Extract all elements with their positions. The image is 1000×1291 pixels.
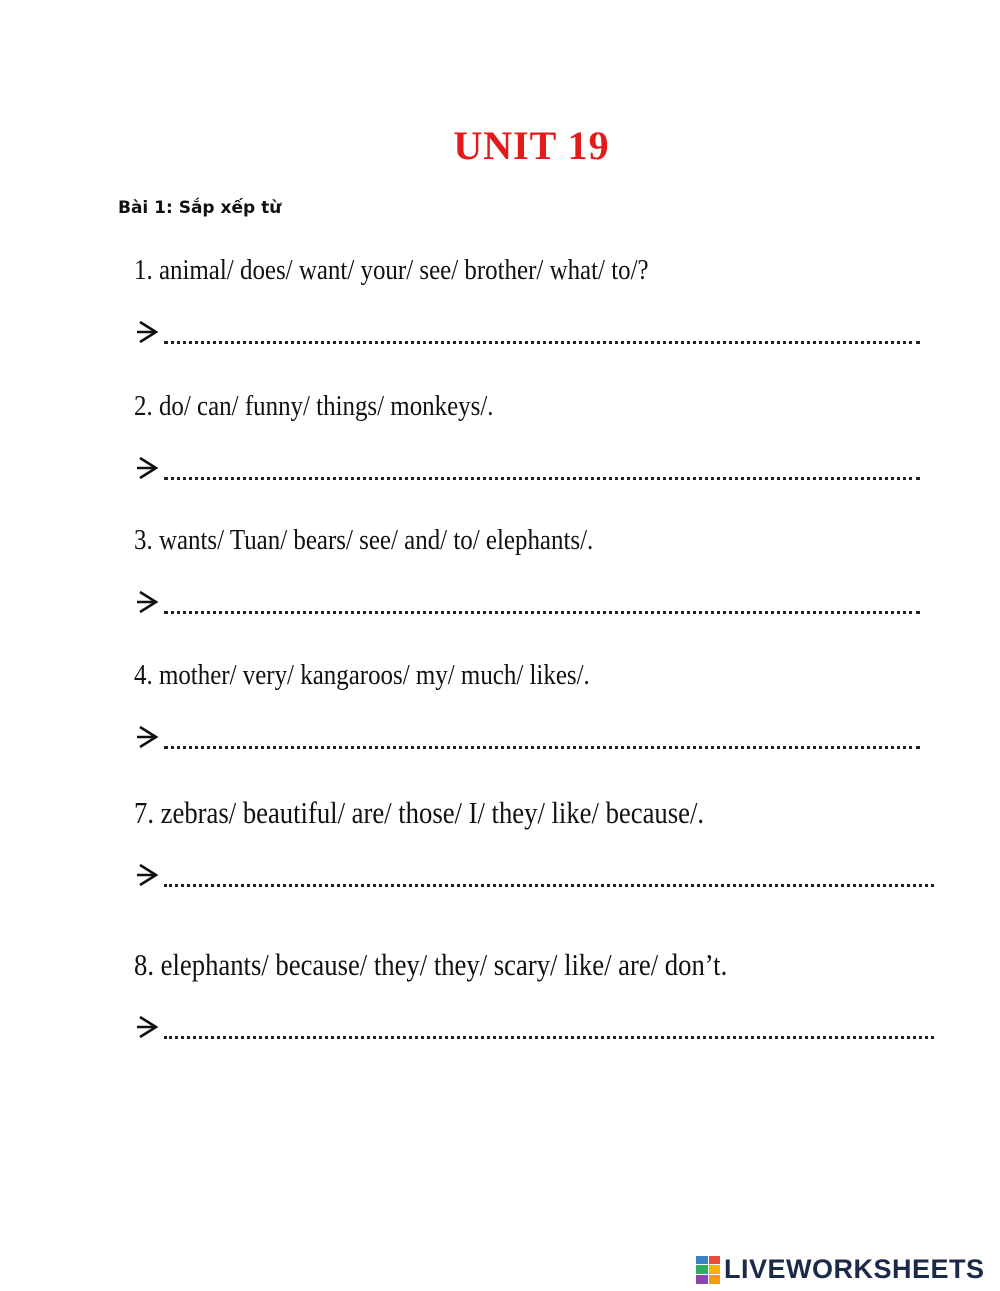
answer-line[interactable] xyxy=(134,721,954,757)
exercise-item xyxy=(134,795,954,895)
exercise-item xyxy=(134,388,954,488)
answer-dotted-line[interactable] xyxy=(164,611,920,614)
answer-line[interactable] xyxy=(134,452,954,488)
question-text: 1. animal/ does/ want/ your/ see/ brother/ what/ to/? xyxy=(134,254,649,286)
question-text: 2. do/ can/ funny/ things/ monkeys/. xyxy=(134,390,494,422)
arrow-right-icon xyxy=(134,318,162,346)
exercise-item xyxy=(134,657,954,757)
arrow-right-icon xyxy=(134,723,162,751)
arrow-right-icon xyxy=(134,1013,162,1041)
question-text: 4. mother/ very/ kangaroos/ my/ much/ likes/. xyxy=(134,659,590,691)
answer-dotted-line[interactable] xyxy=(164,1036,934,1039)
answer-line[interactable] xyxy=(134,316,954,352)
exercise-item xyxy=(134,947,954,1047)
page-title: UNIT 19 xyxy=(453,123,610,168)
logo-text: LIVEWORKSHEETS xyxy=(724,1254,985,1284)
question-text: 8. elephants/ because/ they/ they/ scary/ like/ are/ don’t. xyxy=(134,947,728,982)
answer-dotted-line[interactable] xyxy=(164,477,920,480)
exercise-item xyxy=(134,522,954,622)
answer-line[interactable] xyxy=(134,586,954,622)
answer-dotted-line[interactable] xyxy=(164,746,920,749)
question-text: 7. zebras/ beautiful/ are/ those/ I/ they/ like/ because/. xyxy=(134,795,705,830)
answer-line[interactable] xyxy=(134,859,954,895)
liveworksheets-logo xyxy=(696,1254,985,1285)
arrow-right-icon xyxy=(134,588,162,616)
answer-dotted-line[interactable] xyxy=(164,341,920,344)
arrow-right-icon xyxy=(134,861,162,889)
arrow-right-icon xyxy=(134,454,162,482)
liveworksheets-logo-icon xyxy=(696,1256,720,1284)
exercise-item xyxy=(134,252,954,352)
answer-line[interactable] xyxy=(134,1011,954,1047)
exercise-heading: Bài 1: Sắp xếp từ xyxy=(118,198,282,218)
answer-dotted-line[interactable] xyxy=(164,884,934,887)
question-text: 3. wants/ Tuan/ bears/ see/ and/ to/ elephants/. xyxy=(134,524,594,556)
